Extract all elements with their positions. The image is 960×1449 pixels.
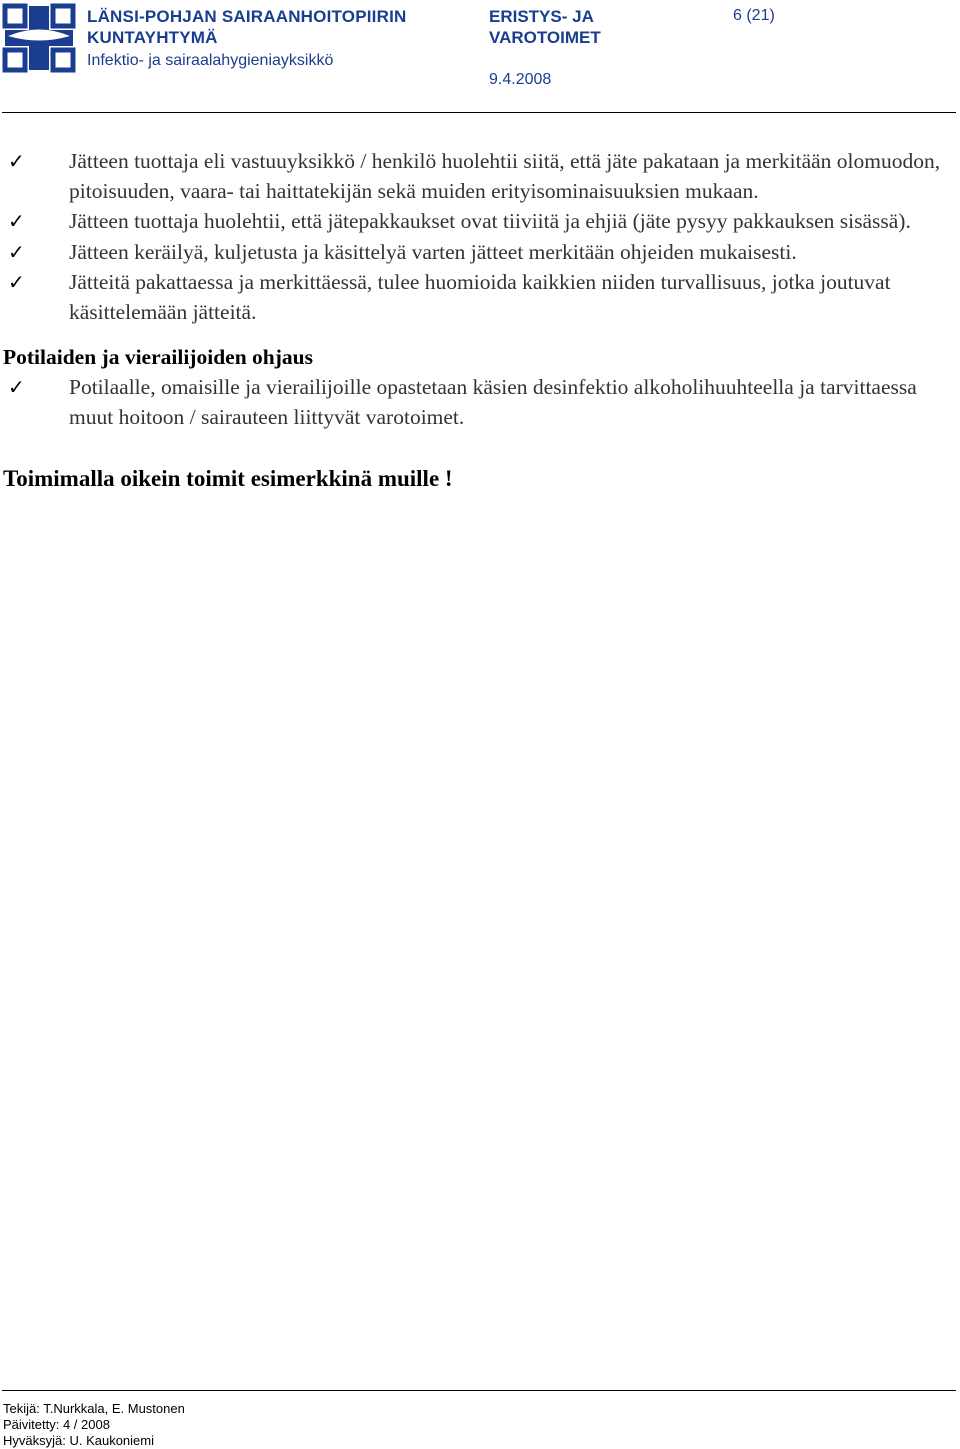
check-icon: ✓ [8,375,25,400]
footer-divider [2,1390,956,1391]
waste-handling-list [0,146,960,327]
page-footer [3,1401,185,1449]
document-title [489,6,601,48]
section-heading: Potilaiden ja vierailijoiden ohjaus [3,345,313,370]
org-name-line2: KUNTAYHTYMÄ [87,28,218,47]
list-item [0,237,960,267]
document-date: 9.4.2008 [489,71,552,88]
cross-shield-logo-icon [2,3,76,73]
list-item [0,206,960,236]
list-item-text: Jätteitä pakattaessa ja merkittäessä, tulee huomioida kaikkien niiden turvallisuus, jotka joutuvat käsittelemään jätteitä. [69,269,891,325]
footer-updated: Päivitetty: 4 / 2008 [3,1417,110,1432]
page-number: 6 (21) [733,7,775,24]
check-icon: ✓ [8,149,25,173]
check-icon: ✓ [8,239,25,264]
page-header [0,0,960,120]
main-content [0,146,960,495]
check-icon: ✓ [8,209,25,234]
list-item-text: Jätteen keräilyä, kuljetusta ja käsittelyä varten jätteet merkitään ohjeiden mukaisesti. [69,239,797,264]
header-divider [2,112,956,113]
list-item [0,372,960,432]
org-name-line1: LÄNSI-POHJAN SAIRAANHOITOPIIRIN [87,7,407,26]
document-title-line1: ERISTYS- JA [489,7,594,26]
footer-approved: Hyväksyjä: U. Kaukoniemi [3,1433,154,1448]
list-item [0,146,960,206]
guidance-list [0,372,960,432]
check-icon: ✓ [8,269,25,294]
list-item-text: Potilaalle, omaisille ja vierailijoille opastetaan käsien desinfektio alkoholihuuhteella ja tarvittaessa muut hoitoon / sairauteen liittyvät varotoimet. [69,375,917,430]
footer-author: Tekijä: T.Nurkkala, E. Mustonen [3,1401,185,1416]
list-item [0,267,960,327]
document-title-line2: VAROTOIMET [489,28,601,47]
organization-block [87,6,406,73]
list-item-text: Jätteen tuottaja huolehtii, että jätepakkaukset ovat tiiviitä ja ehjiä (jäte pysyy pakkauksen sisässä). [69,209,911,234]
list-item-text: Jätteen tuottaja eli vastuuyksikkö / henkilö huolehtii siitä, että jäte pakataan ja merkitään olomuodon, pitoisuuden, vaara- tai haittatekijän sekä muiden erityisominaisuuksien mukaan. [69,149,941,204]
closing-statement: Toimimalla oikein toimit esimerkkinä muille ! [3,465,453,491]
unit-name: Infektio- ja sairaalahygieniayksikkö [87,52,334,69]
